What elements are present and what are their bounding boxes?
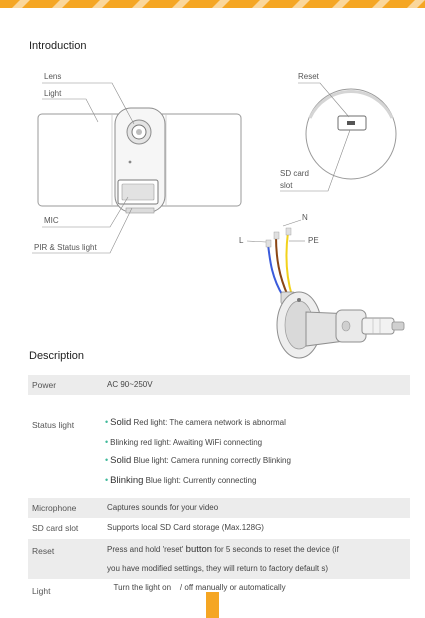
- spec-label: Power: [32, 380, 57, 390]
- spec-row-microphone: [28, 498, 410, 518]
- description-heading: Description: [29, 350, 85, 362]
- bullet-dot-icon: •: [105, 417, 109, 427]
- spec-value: AC 90~250V: [107, 380, 153, 389]
- spec-label: Light: [32, 586, 51, 596]
- spec-label: Microphone: [32, 503, 77, 513]
- spec-row-light: [28, 579, 410, 601]
- spec-value: Captures sounds for your video: [107, 503, 219, 512]
- callout-wire-n: N: [302, 213, 308, 222]
- spec-row-reset: [28, 539, 410, 579]
- status-item: • Blinking red light: Awaiting WiFi connecting: [105, 437, 263, 447]
- bullet-dot-icon: •: [105, 475, 109, 485]
- spec-label: Status light: [32, 420, 75, 430]
- callout-mic: MIC: [44, 216, 59, 225]
- spec-row-sd-card: [28, 518, 410, 539]
- callout-wire-l: L: [239, 236, 244, 245]
- callout-wire-pe: PE: [308, 236, 319, 245]
- spec-value-line: you have modified settings, they will return to factory default s): [107, 564, 328, 573]
- spec-value: Supports local SD Card storage (Max.128G): [107, 523, 264, 532]
- spec-row-power: [28, 375, 410, 395]
- bullet-dot-icon: •: [105, 455, 109, 465]
- spec-table: [28, 375, 410, 601]
- callout-lens: Lens: [44, 72, 62, 81]
- spec-label: SD card slot: [32, 523, 79, 533]
- callout-pir-status-light: PIR & Status light: [34, 243, 97, 252]
- callout-sd-card-line2: slot: [280, 181, 293, 190]
- introduction-heading: Introduction: [29, 40, 87, 52]
- status-item: • Solid Red light: The camera network is abnormal: [105, 417, 286, 428]
- status-item: • Solid Blue light: Camera running correctly Blinking: [105, 455, 291, 466]
- spec-value: Turn the light on / off manually or automatically: [107, 583, 286, 592]
- callout-sd-card-line1: SD card: [280, 169, 309, 178]
- camera-side-view-with-wires: [266, 228, 404, 358]
- floodlight-front-view: [38, 108, 241, 213]
- camera-rear-view: [306, 89, 396, 179]
- bullet-dot-icon: •: [105, 437, 109, 447]
- spec-value-line: Press and hold 'reset' button for 5 seconds to reset the device (if: [107, 544, 339, 555]
- page-marker: [206, 592, 219, 618]
- status-item: • Blinking Blue light: Currently connecting: [105, 475, 257, 486]
- spec-label: Reset: [32, 546, 55, 556]
- spec-row-status-light: [28, 395, 410, 486]
- callout-reset: Reset: [298, 72, 319, 81]
- callout-light: Light: [44, 89, 62, 98]
